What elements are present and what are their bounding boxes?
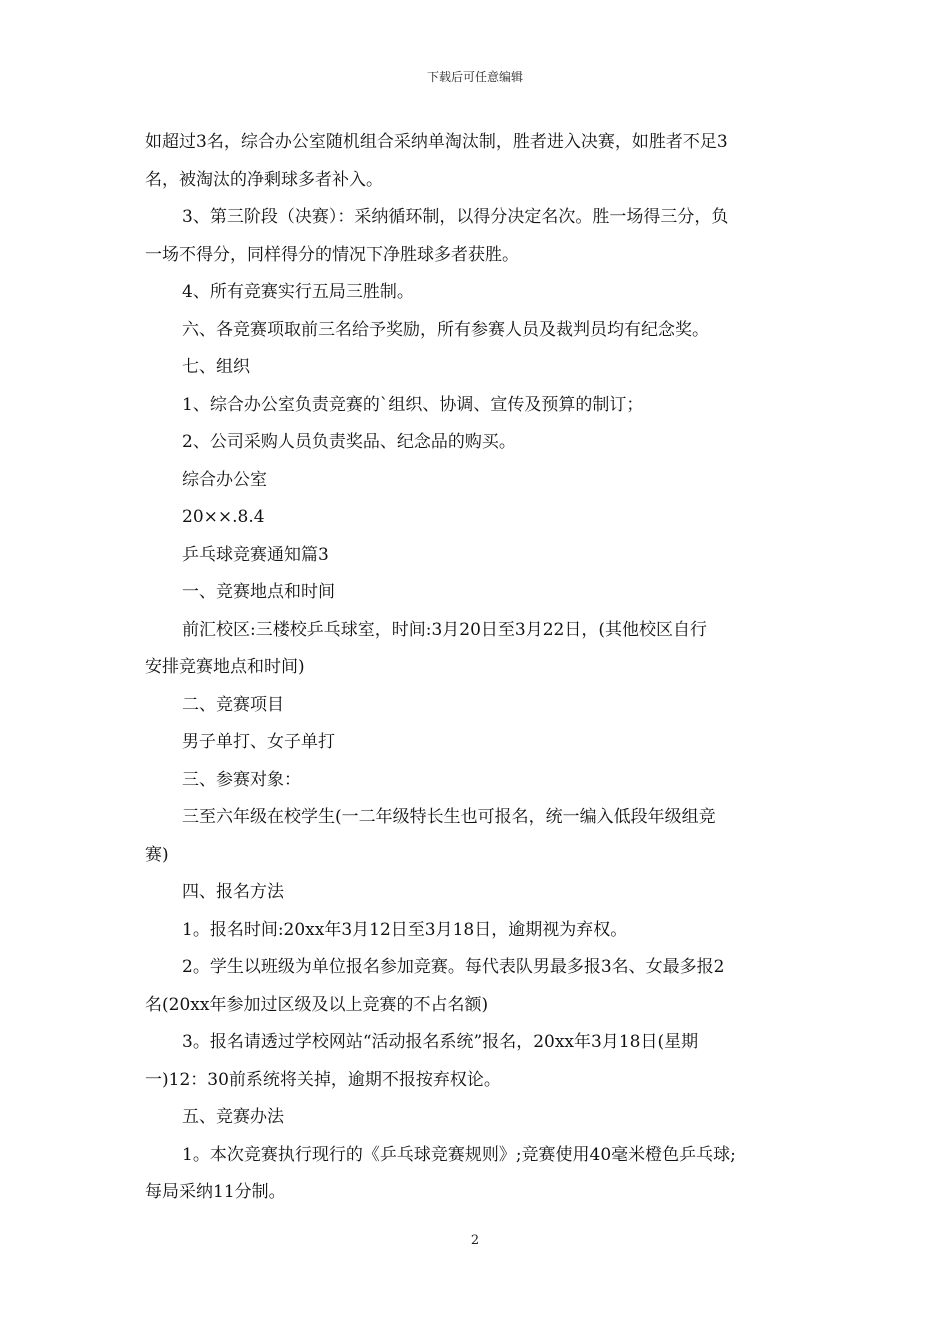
paragraph-line: 2。学生以班级为单位报名参加竞赛。每代表队男最多报3名、女最多报2	[182, 957, 725, 977]
section-heading: 四、报名方法	[182, 882, 284, 902]
page-number: 2	[470, 1233, 480, 1248]
section-heading: 一、竞赛地点和时间	[182, 582, 335, 602]
section-heading: 七、组织	[182, 357, 250, 377]
section-heading: 五、竞赛办法	[182, 1107, 284, 1127]
paragraph-line: 名，被淘汰的净剩球多者补入。	[145, 169, 383, 190]
section-heading: 六、各竞赛项取前三名给予奖励，所有参赛人员及裁判员均有纪念奖。	[182, 319, 709, 340]
paragraph-line: 赛)	[145, 844, 169, 865]
paragraph-line: 每局采纳11分制。	[145, 1182, 286, 1202]
section-heading: 三、参赛对象：	[182, 769, 301, 790]
paragraph-line: 安排竞赛地点和时间)	[145, 657, 305, 677]
paragraph-line: 一场不得分，同样得分的情况下净胜球多者获胜。	[145, 244, 519, 265]
paragraph-line: 前汇校区:三楼校乒乓球室，时间:3月20日至3月22日，(其他校区自行	[182, 619, 707, 640]
paragraph-line: 1、综合办公室负责竞赛的`组织、协调、宣传及预算的制订；	[182, 394, 644, 415]
document-title: 乒乓球竞赛通知篇3	[182, 544, 329, 565]
paragraph-line: 2、公司采购人员负责奖品、纪念品的购买。	[182, 432, 516, 452]
signature-org: 综合办公室	[182, 469, 267, 490]
page-header: 下载后可任意编辑	[426, 70, 523, 84]
paragraph-line: 1。报名时间:20xx年3月12日至3月18日，逾期视为弃权。	[182, 919, 628, 940]
section-heading: 二、竞赛项目	[182, 694, 284, 715]
paragraph-line: 三至六年级在校学生(一二年级特长生也可报名，统一编入低段年级组竞	[182, 807, 716, 827]
paragraph-line: 4、所有竞赛实行五局三胜制。	[182, 282, 414, 302]
paragraph-line: 3。报名请透过学校网站“活动报名系统”报名，20xx年3月18日(星期	[182, 1032, 699, 1052]
paragraph-line: 如超过3名，综合办公室随机组合采纳单淘汰制，胜者进入决赛，如胜者不足3	[145, 132, 728, 152]
paragraph-line: 3、第三阶段（决赛）：采纳循环制，以得分决定名次。胜一场得三分，负	[182, 207, 729, 227]
signature-date: 20××.8.4	[182, 507, 265, 527]
paragraph-line: 一)12：30前系统将关掉，逾期不报按弃权论。	[145, 1069, 501, 1090]
paragraph-line: 男子单打、女子单打	[182, 732, 335, 752]
paragraph-line: 1。本次竞赛执行现行的《乒乓球竞赛规则》;竞赛使用40毫米橙色乒乓球;	[182, 1144, 736, 1165]
paragraph-line: 名(20xx年参加过区级及以上竞赛的不占名额)	[145, 994, 489, 1015]
document-body	[145, 124, 813, 1212]
